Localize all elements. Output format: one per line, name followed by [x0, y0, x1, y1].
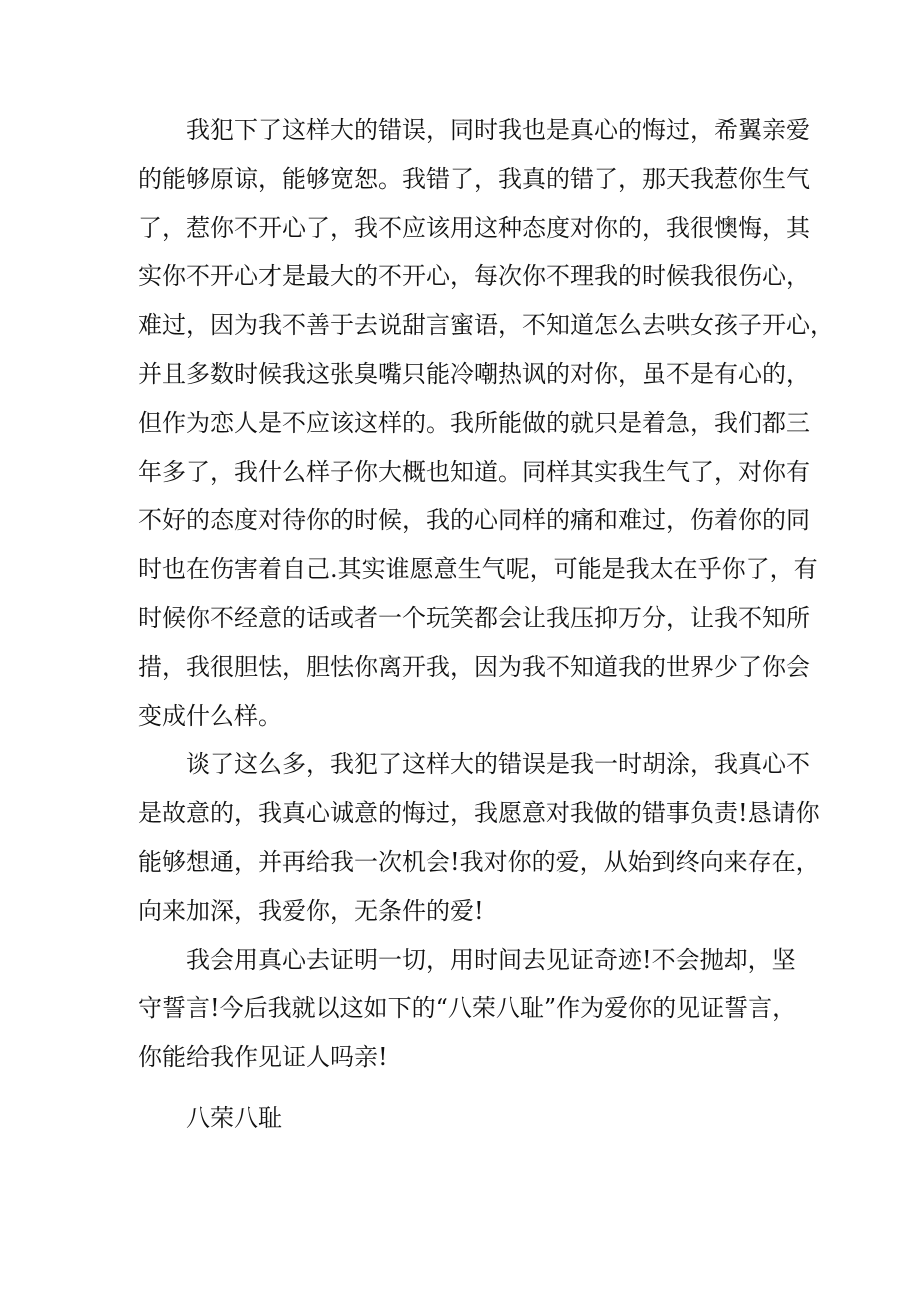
- text-line: 了，惹你不开心了，我不应该用这种态度对你的，我很懊悔，其: [138, 213, 810, 242]
- text-line: 时候你不经意的话或者一个玩笑都会让我压抑万分，让我不知所: [138, 603, 810, 632]
- text-line: 谈了这么多，我犯了这样大的错误是我一时胡涂，我真心不: [186, 750, 810, 779]
- text-line: 不好的态度对待你的时候，我的心同样的痛和难过，伤着你的同: [138, 506, 810, 535]
- text-line: 能够想通，并再给我一次机会!我对你的爱，从始到终向来存在，: [138, 847, 820, 876]
- text-line: 我犯下了这样大的错误，同时我也是真心的悔过，希翼亲爱: [186, 116, 810, 144]
- text-line: 向来加深，我爱你，无条件的爱!: [138, 896, 484, 925]
- text-line: 是故意的，我真心诚意的悔过，我愿意对我做的错事负责!恳请你: [138, 799, 820, 828]
- text-line: 但作为恋人是不应该这样的。我所能做的就只是着急，我们都三: [138, 408, 810, 437]
- text-line: 的能够原谅，能够宽恕。我错了，我真的错了，那天我惹你生气: [138, 164, 810, 193]
- paragraph-3: [138, 936, 798, 1082]
- text-line: 并且多数时候我这张臭嘴只能冷嘲热讽的对你，虽不是有心的，: [138, 359, 810, 388]
- text-line: 实你不开心才是最大的不开心，每次你不理我的时候我很伤心，: [138, 262, 810, 291]
- text-line: 难过，因为我不善于去说甜言蜜语，不知道怎么去哄女孩子开心，: [138, 311, 834, 340]
- text-line: 措，我很胆怯，胆怯你离开我，因为我不知道我的世界少了你会: [138, 652, 810, 681]
- text-line: 时也在伤害着自己.其实谁愿意生气呢，可能是我太在乎你了，有: [138, 555, 818, 584]
- text-line: 我会用真心去证明一切，用时间去见证奇迹!不会抛却，坚: [186, 945, 796, 974]
- document-body: [138, 106, 834, 1142]
- section-heading: 八荣八耻: [186, 1103, 282, 1132]
- text-line: 年多了，我什么样子你大概也知道。同样其实我生气了，对你有: [138, 457, 810, 486]
- text-line: 你能给我作见证人吗亲!: [138, 1043, 388, 1072]
- paragraph-2: [138, 740, 820, 935]
- text-line: 守誓言!今后我就以这如下的“八荣八耻”作为爱你的见证誓言，: [138, 994, 797, 1023]
- paragraph-1: [138, 106, 834, 740]
- text-line: 变成什么样。: [138, 701, 282, 730]
